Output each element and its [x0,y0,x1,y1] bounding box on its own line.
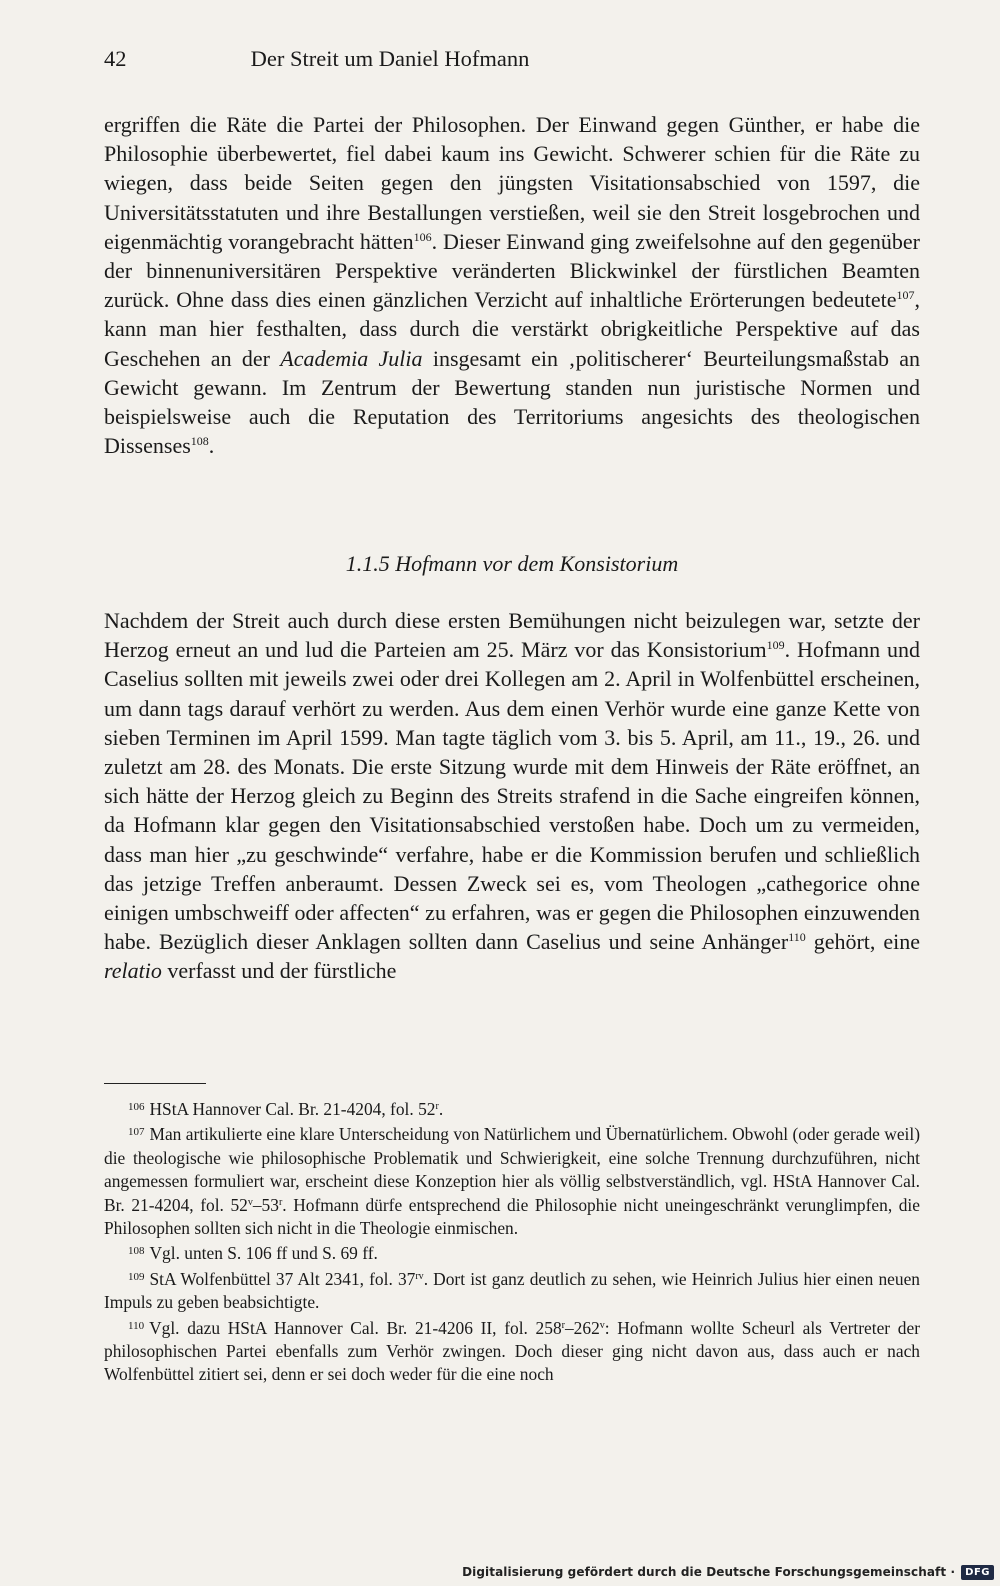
footnote-text: . Hofmann dürfe entsprechend die Philosophie nicht uneingeschränkt verunglimpfen, die Philosophen sollten sich nicht in die Theologie einmischen. [104,1194,920,1239]
text-run: ergriffen die Räte die Partei der Philosophen. Der Einwand gegen Günther, er habe die Philosophie überbewertet, fiel dabei kaum ins Gewicht. Schwerer schien für die Räte zu wiegen, dass beide Seiten gegen den jüngsten Visitationsabschied von 1597, die Universitätsstatuten und ihre Bestallungen verstießen, weil sie den Streit losgebrochen und eigenmächtig vorangebracht hätten [104,112,920,254]
text-run: . [208,433,215,459]
footnote-109 [104,1266,920,1315]
text-run: verfasst und der fürstliche [161,958,397,984]
footnote-text: Vgl. dazu HStA Hannover Cal. Br. 21-4206 II, fol. 258 [149,1317,562,1338]
footnote-text: Man artikulierte eine klare Unterscheidung von Natürlichem und Übernatürlichem. Obwohl (oder gerade weil) die theologische wie philosophische Problematik und Schwierigkeit, eine solche Trennung durchzuführen, nicht angemessen formuliert war, erscheint diese Konzeption hier als völlig selbstverständlich, vgl. HStA Hannover Cal. Br. 21-4204, fol. 52 [104,1124,920,1215]
text-run: , kann man hier festhalten, dass durch die verstärkt obrigkeitliche Perspektive auf das Geschehen an der [104,287,920,371]
footnote-108 [104,1240,920,1265]
footnote-text: . Dort ist ganz deutlich zu sehen, wie Heinrich Julius hier einen neuen Impuls zu geben beabsichtigte. [104,1268,921,1313]
footnote-106 [104,1096,920,1121]
credit-text: Digitalisierung gefördert durch die Deutsche Forschungsgemeinschaft · [462,1565,956,1579]
footnote-ref-107[interactable]: 107 [896,288,915,303]
footnotes [104,1096,920,1387]
footnote-ref-108[interactable]: 108 [190,434,209,449]
folio-side: r [278,1196,283,1208]
footnote-ref-110[interactable]: 110 [788,930,806,945]
folio-side: r [561,1319,565,1331]
folio-side: v [599,1319,605,1331]
footnote-divider [104,1083,206,1084]
footnote-number: 109 [128,1270,145,1283]
running-title: Der Streit um Daniel Hofmann [250,46,530,71]
page-number: 42 [104,46,127,71]
footnote-text: : Hofmann wollte Scheurl als Vertreter der philosophischen Partei ebenfalls zum Verhör zwingen. Doch dieser ging nicht davon aus, dass auch er nach Wolfenbüttel zitiert sei, denn er sei doch weder für die eine noch [104,1317,920,1385]
folio-side: r [435,1101,439,1112]
text-run: gehört, eine [805,929,920,955]
footnote-text: –53 [252,1194,279,1215]
text-run: insgesamt ein ‚politischerer‘ Beurteilungsmaßstab an Gewicht gewann. Im Zentrum der Bewertung standen nun juristische Normen und beispielsweise auch die Reputation des Territoriums angesichts des theologischen Dissenses [104,345,920,459]
section-heading: 1.1.5 Hofmann vor dem Konsistorium [345,551,679,576]
footnote-number: 108 [128,1245,145,1258]
folio-side: v [247,1196,253,1208]
text-run: Nachdem der Streit auch durch diese ersten Bemühungen nicht beizulegen war, setzte der Herzog erneut an und lud die Parteien am 25. März vor das Konsistorium [104,608,920,663]
footnote-number: 106 [128,1101,145,1113]
footnote-ref-109[interactable]: 109 [766,638,785,653]
italic-relatio: relatio [104,958,162,984]
footnote-text: StA Wolfenbüttel 37 Alt 2341, fol. 37 [149,1268,416,1289]
dfg-logo: DFG [961,1565,994,1580]
folio-side: rv [415,1270,424,1282]
italic-academia-julia: Academia Julia [280,345,423,371]
running-head [104,46,676,78]
footnote-number: 110 [128,1319,145,1332]
digitization-credit [462,1562,994,1582]
footnote-ref-106[interactable]: 106 [413,229,432,244]
footnote-text: . [438,1099,444,1119]
body-paragraph-1 [104,110,920,460]
body-paragraph-2 [104,606,920,986]
text-run: . Dieser Einwand ging zweifelsohne auf den gegenüber der binnenuniversitären Perspektive veränderten Blickwinkel der fürstlichen Beamten zurück. Ohne dass dies einen gänzlichen Verzicht auf inhaltliche Erörterungen bedeutete [104,228,920,313]
footnote-107 [104,1121,920,1240]
footnote-text: HStA Hannover Cal. Br. 21-4204, fol. 52 [149,1099,436,1119]
text-run: . Hofmann und Caselius sollten mit jeweils zwei oder drei Kollegen am 2. April in Wolfenbüttel erscheinen, um dann tags darauf verhört zu werden. Aus dem einen Verhör wurde eine ganze Kette von sieben Terminen im April 1599. Man tagte täglich vom 3. bis 5. April, am 11., 19., 26. und zuletzt am 28. des Monats. Die erste Sitzung wurde mit dem Hinweis der Räte eröffnet, an sich hätte der Herzog gleich zu Beginn des Streits strafend in die Sache eingreifen können, da Hofmann klar gegen den Visitationsabschied verstoßen habe. Doch um zu vermeiden, dass man hier „zu geschwinde“ verfahre, habe er die Kommission berufen und schließlich das jetzige Treffen anberaumt. Dessen Zweck sei es, vom Theologen „cathegorice ohne einigen umbschweiff oder affecten“ zu erfahren, was er gegen die Philosophen einzuwenden habe. Bezüglich dieser Anklagen sollten dann Caselius und seine Anhänger [104,637,921,955]
footnote-number: 107 [128,1126,145,1139]
footnote-110 [104,1315,920,1387]
footnote-text: –262 [564,1317,600,1338]
footnote-text: Vgl. unten S. 106 ff und S. 69 ff. [149,1243,378,1264]
